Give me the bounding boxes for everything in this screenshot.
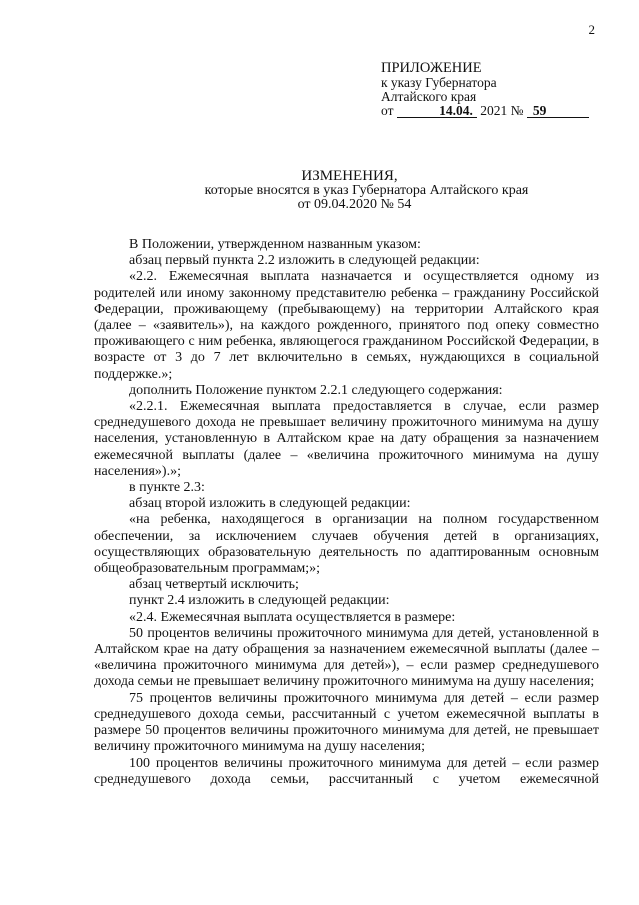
paragraph: «2.2.1. Ежемесячная выплата предоставляется в случае, если размер среднедушевого дохода не превышает величину прожиточного минимума на душу населения, установленную в Алтайском крае на дату обращения за назначением ежемесячной выплаты (далее – «величина прожиточного минимума на душу населения»).»; [94, 399, 599, 479]
appendix-title: ПРИЛОЖЕНИЕ [381, 60, 482, 76]
paragraph: «2.2. Ежемесячная выплата назначается и осуществляется одному из родителей или иному законному представителю ребенка – гражданину Российской Федерации, проживающему (пребывающему) на территории Алтайского края (далее – «заявитель»), на каждого рожденного, принятого под опеку совместно проживающего с ним ребенка, являющегося гражданином Российской Федерации, в возрасте от 3 до 7 лет включительно в семьях, нуждающихся в социальной поддержке.»; [94, 269, 599, 382]
document-heading [0, 169, 639, 213]
appendix-line-decree: к указу Губернатора [381, 75, 497, 90]
paragraph: 75 процентов величины прожиточного минимума для детей – если размер среднедушевого дохода семьи, рассчитанный с учетом ежемесячной выплаты в размере 50 процентов величины прожиточного минимума для детей, не превышает величину прожиточного минимума на душу населения; [94, 690, 599, 755]
decree-year: 2021 № [480, 103, 524, 118]
paragraph: в пункте 2.3: [129, 480, 205, 496]
paragraph: «на ребенка, находящегося в организации на полном государственном обеспечении, за исключением случаев обучения детей в организациях, осуществляющих образовательную деятельность по адаптированным основным общеобразовательным программам;»; [94, 512, 599, 577]
paragraph: абзац второй изложить в следующей редакции: [129, 496, 411, 512]
decree-date: 14.04. [397, 104, 477, 118]
page-number: 2 [588, 22, 595, 37]
from-label: от [381, 103, 394, 118]
decree-number: 59 [527, 104, 589, 118]
paragraph: абзац четвертый исключить; [129, 577, 299, 593]
appendix-line-region: Алтайского края [381, 89, 477, 104]
appendix-block [381, 60, 611, 118]
paragraph: «2.4. Ежемесячная выплата осуществляется в размере: [129, 609, 456, 625]
paragraph: 50 процентов величины прожиточного минимума для детей, установленной в Алтайском крае на дату обращения за назначением ежемесячной выплаты (далее – «величина прожиточного минимума для детей»), – если размер среднедушевого дохода семьи не превышает величину прожиточного минимума на душу населения; [94, 625, 599, 690]
paragraph: 100 процентов величины прожиточного минимума для детей – если размер среднедушевого дохода семьи, рассчитанный с учетом ежемесячной [94, 755, 599, 787]
document-body [94, 237, 599, 788]
appendix-date-row [381, 104, 611, 118]
heading-subtitle: которые вносятся в указ Губернатора Алтайского края [204, 182, 529, 198]
paragraph: дополнить Положение пунктом 2.2.1 следующего содержания: [129, 382, 503, 398]
heading-subtitle-date: от 09.04.2020 № 54 [297, 197, 412, 212]
paragraph: В Положении, утвержденном названным указом: [129, 237, 421, 252]
paragraph: пункт 2.4 изложить в следующей редакции: [129, 593, 390, 609]
heading-title: ИЗМЕНЕНИЯ, [301, 168, 398, 184]
paragraph: абзац первый пункта 2.2 изложить в следующей редакции: [129, 253, 480, 269]
